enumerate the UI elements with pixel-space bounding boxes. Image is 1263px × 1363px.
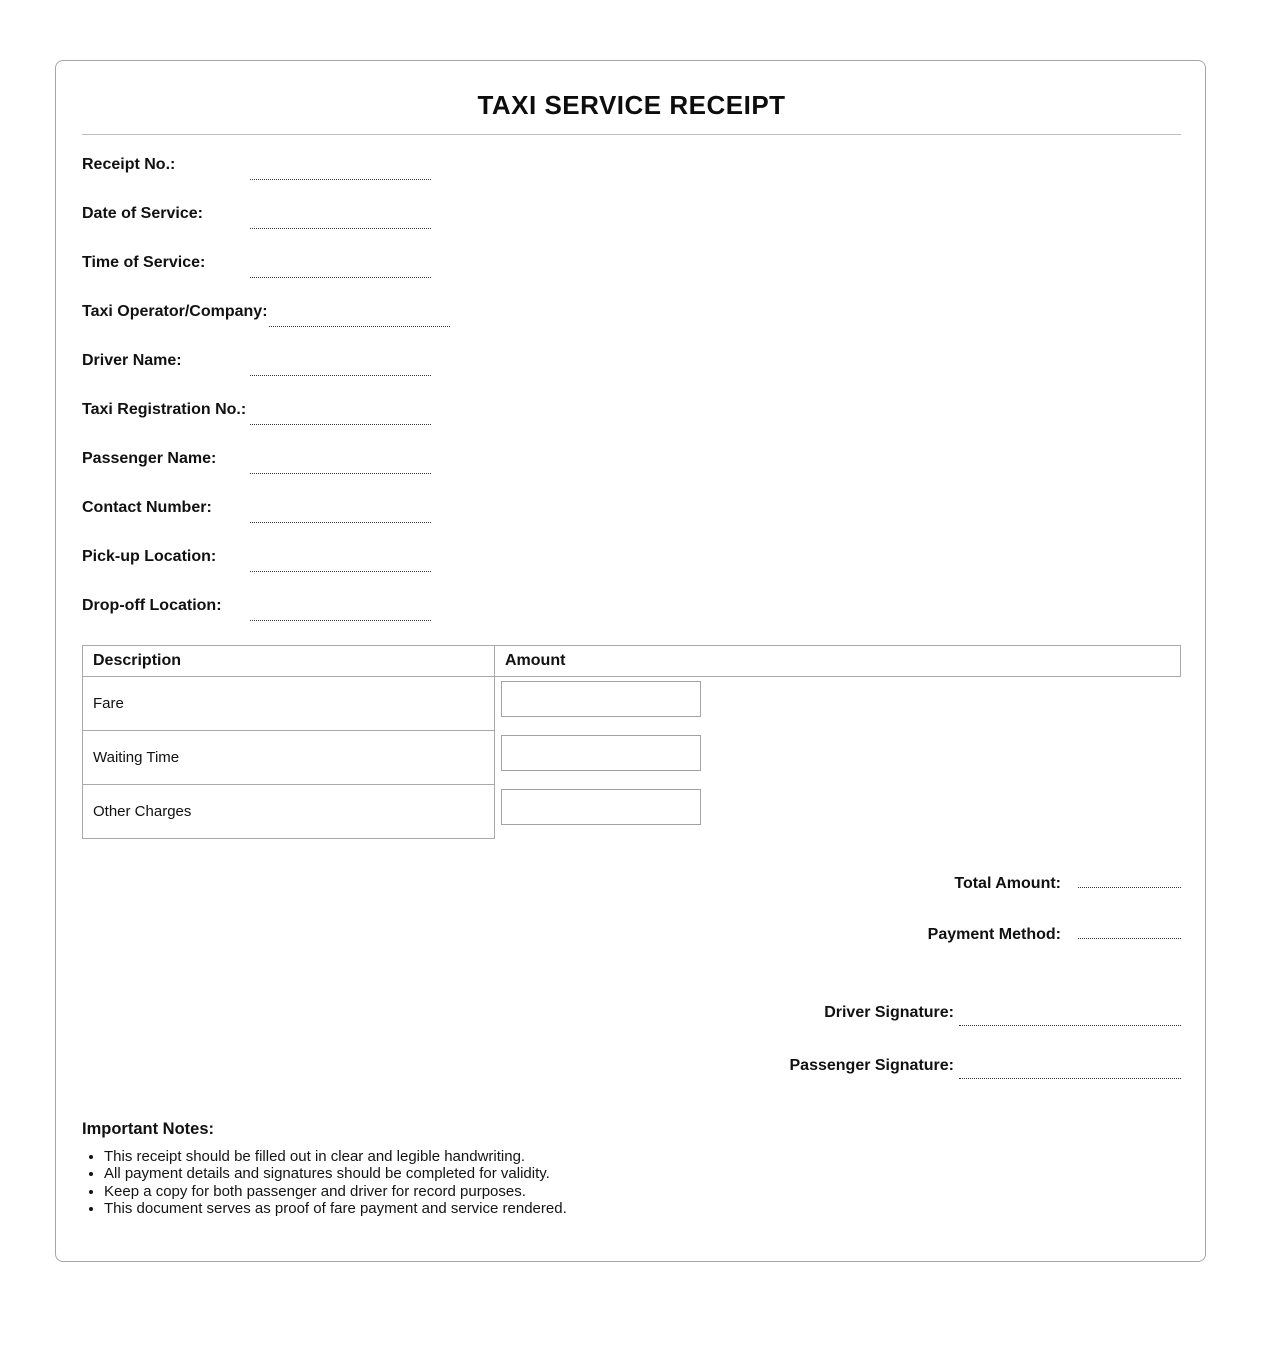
field-label: Taxi Registration No.:: [82, 401, 247, 418]
table-row: [83, 677, 1181, 731]
fare-amount-input[interactable]: [501, 681, 701, 717]
field-pickup-location: [82, 547, 1181, 572]
fill-in-line: [250, 571, 431, 572]
list-item: • All payment details and signatures should be completed for validity.: [104, 1165, 1181, 1182]
other-charges-amount-input[interactable]: [501, 789, 701, 825]
field-dropoff-location: [82, 596, 1181, 621]
field-label: Contact Number:: [82, 499, 212, 516]
title-divider: [82, 134, 1181, 135]
driver-signature-line: [959, 1012, 1181, 1026]
fill-in-line: [250, 473, 431, 474]
fill-in-line: [250, 522, 431, 523]
total-amount-fill-in-line: [1078, 876, 1181, 888]
charges-table: [82, 645, 1181, 839]
payment-method-label: Payment Method:: [927, 926, 1061, 943]
receipt-card: [55, 60, 1206, 1262]
charge-description-other-charges: Other Charges: [83, 785, 495, 839]
charges-header-row: [83, 646, 1181, 677]
fill-in-line: [250, 424, 431, 425]
charge-description-waiting-time: Waiting Time: [83, 731, 495, 785]
field-label: Driver Name:: [82, 352, 182, 369]
field-date-of-service: [82, 204, 1181, 229]
passenger-signature-row: [82, 1056, 1181, 1079]
important-notes-list: [82, 1148, 1181, 1218]
field-taxi-operator: [82, 302, 1181, 327]
field-label: Taxi Operator/Company:: [82, 303, 268, 320]
fill-in-line: [250, 375, 431, 376]
fill-in-line: [250, 620, 431, 621]
field-time-of-service: [82, 253, 1181, 278]
fill-in-line: [250, 228, 431, 229]
field-taxi-registration-no: [82, 400, 1181, 425]
total-amount-row: [82, 874, 1181, 894]
field-receipt-no: [82, 155, 1181, 180]
field-driver-name: [82, 351, 1181, 376]
payment-method-fill-in-line: [1078, 927, 1181, 939]
field-passenger-name: [82, 449, 1181, 474]
field-label: Receipt No.:: [82, 156, 176, 173]
receipt-fields: [82, 155, 1181, 621]
passenger-signature-label: Passenger Signature:: [789, 1057, 954, 1074]
page-title: TAXI SERVICE RECEIPT: [477, 90, 786, 120]
fill-in-line: [250, 179, 431, 180]
total-amount-label: Total Amount:: [954, 875, 1061, 892]
payment-method-row: [82, 925, 1181, 945]
field-label: Passenger Name:: [82, 450, 217, 467]
field-contact-number: [82, 498, 1181, 523]
fill-in-line: [250, 277, 431, 278]
charge-description-fare: Fare: [83, 677, 495, 731]
field-label: Pick-up Location:: [82, 548, 217, 565]
column-header-amount: Amount: [495, 646, 1181, 677]
list-item: • This receipt should be filled out in clear and legible handwriting.: [104, 1148, 1181, 1165]
table-row: [83, 731, 1181, 785]
important-notes-heading: Important Notes:: [82, 1120, 214, 1138]
driver-signature-row: [82, 1003, 1181, 1026]
passenger-signature-line: [959, 1065, 1181, 1079]
field-label: Date of Service:: [82, 205, 203, 222]
list-item: • This document serves as proof of fare payment and service rendered.: [104, 1200, 1181, 1217]
table-row: [83, 785, 1181, 839]
column-header-description: Description: [83, 646, 495, 677]
list-item: • Keep a copy for both passenger and driver for record purposes.: [104, 1183, 1181, 1200]
waiting-time-amount-input[interactable]: [501, 735, 701, 771]
fill-in-line: [269, 326, 450, 327]
field-label: Time of Service:: [82, 254, 206, 271]
field-label: Drop-off Location:: [82, 597, 222, 614]
important-notes-section: [82, 1119, 1181, 1218]
driver-signature-label: Driver Signature:: [824, 1004, 954, 1021]
